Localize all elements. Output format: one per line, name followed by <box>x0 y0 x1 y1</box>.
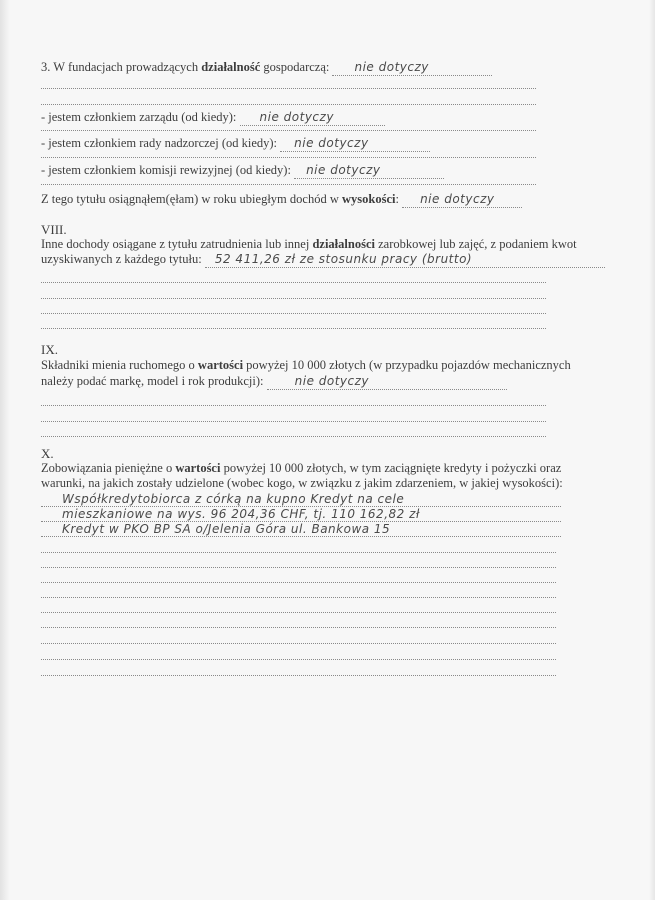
dotted-line <box>41 157 536 158</box>
dotted-line <box>41 659 556 660</box>
handwritten-answer: nie dotyczy <box>306 163 381 177</box>
dotted-line <box>41 421 546 422</box>
section-heading-ix: IX. <box>41 342 58 357</box>
dotted-line <box>41 282 546 283</box>
other-income-amount-line: uzyskiwanych z każdego tytułu: 52 411,26 zł ze stosunku pracy (brutto) <box>41 252 605 268</box>
supervisory-board-line: - jestem członkiem rady nadzorczej (od kiedy): nie dotyczy <box>41 136 430 152</box>
income-line: Z tego tytułu osiągnąłem(ęłam) w roku ubiegłym dochód w wysokości: nie dotyczy <box>41 192 522 208</box>
audit-committee-line: - jestem członkiem komisji rewizyjnej (od kiedy): nie dotyczy <box>41 163 444 179</box>
dotted-line <box>41 612 556 613</box>
handwritten-answer: nie dotyczy <box>259 110 334 124</box>
dotted-line <box>41 567 556 568</box>
dotted-line <box>41 643 556 644</box>
handwritten-liability-3: Kredyt w PKO BP SA o/Jelenia Góra ul. Bankowa 15 <box>62 522 391 536</box>
dotted-line <box>41 313 546 314</box>
vehicle-details-line: należy podać markę, model i rok produkcji): nie dotyczy <box>41 374 507 390</box>
handwritten-answer: nie dotyczy <box>294 374 370 388</box>
handwritten-answer: nie dotyczy <box>294 136 369 150</box>
dotted-line <box>41 675 556 676</box>
dotted-line <box>41 536 561 537</box>
dotted-line <box>41 328 546 329</box>
handwritten-answer: 52 411,26 zł ze stosunku pracy (brutto) <box>214 252 473 266</box>
dotted-line <box>41 552 556 553</box>
section-heading-x: X. <box>41 446 54 461</box>
handwritten-liability-1: Współkredytobiorca z córką na kupno Kredyt na cele <box>62 492 405 506</box>
section-heading-viii: VIII. <box>41 222 67 237</box>
scan-right-edge <box>649 0 655 900</box>
dotted-line <box>41 298 546 299</box>
dotted-line <box>41 436 546 437</box>
liabilities-line: Zobowiązania pieniężne o wartości powyżej 10 000 złotych, w tym zaciągnięte kredyty i pożyczki oraz <box>41 461 562 475</box>
dotted-line <box>41 130 536 131</box>
scan-left-edge <box>0 0 10 900</box>
handwritten-answer: nie dotyczy <box>354 60 429 74</box>
dotted-line <box>41 582 556 583</box>
liabilities-conditions-line: warunki, na jakich zostały udzielone (wobec kogo, w związku z jakim zdarzeniem, w jakiej wysokości): <box>41 476 563 490</box>
handwritten-liability-2: mieszkaniowe na wys. 96 204,36 CHF, tj. 110 162,82 zł <box>62 507 420 521</box>
dotted-line <box>41 88 536 89</box>
dotted-line <box>41 405 546 406</box>
dotted-line <box>41 627 556 628</box>
management-board-line: - jestem członkiem zarządu (od kiedy): nie dotyczy <box>41 110 385 126</box>
other-income-line: Inne dochody osiągane z tytułu zatrudnienia lub innej działalności zarobkowej lub zajęć, z podaniem kwot <box>41 237 577 251</box>
movable-assets-line: Składniki mienia ruchomego o wartości powyżej 10 000 złotych (w przypadku pojazdów mechanicznych <box>41 358 571 372</box>
dotted-line <box>41 184 536 185</box>
dotted-line <box>41 104 536 105</box>
dotted-line <box>41 597 556 598</box>
handwritten-answer: nie dotyczy <box>420 192 495 206</box>
foundations-line: 3. W fundacjach prowadzących działalność gospodarczą: nie dotyczy <box>41 60 492 76</box>
